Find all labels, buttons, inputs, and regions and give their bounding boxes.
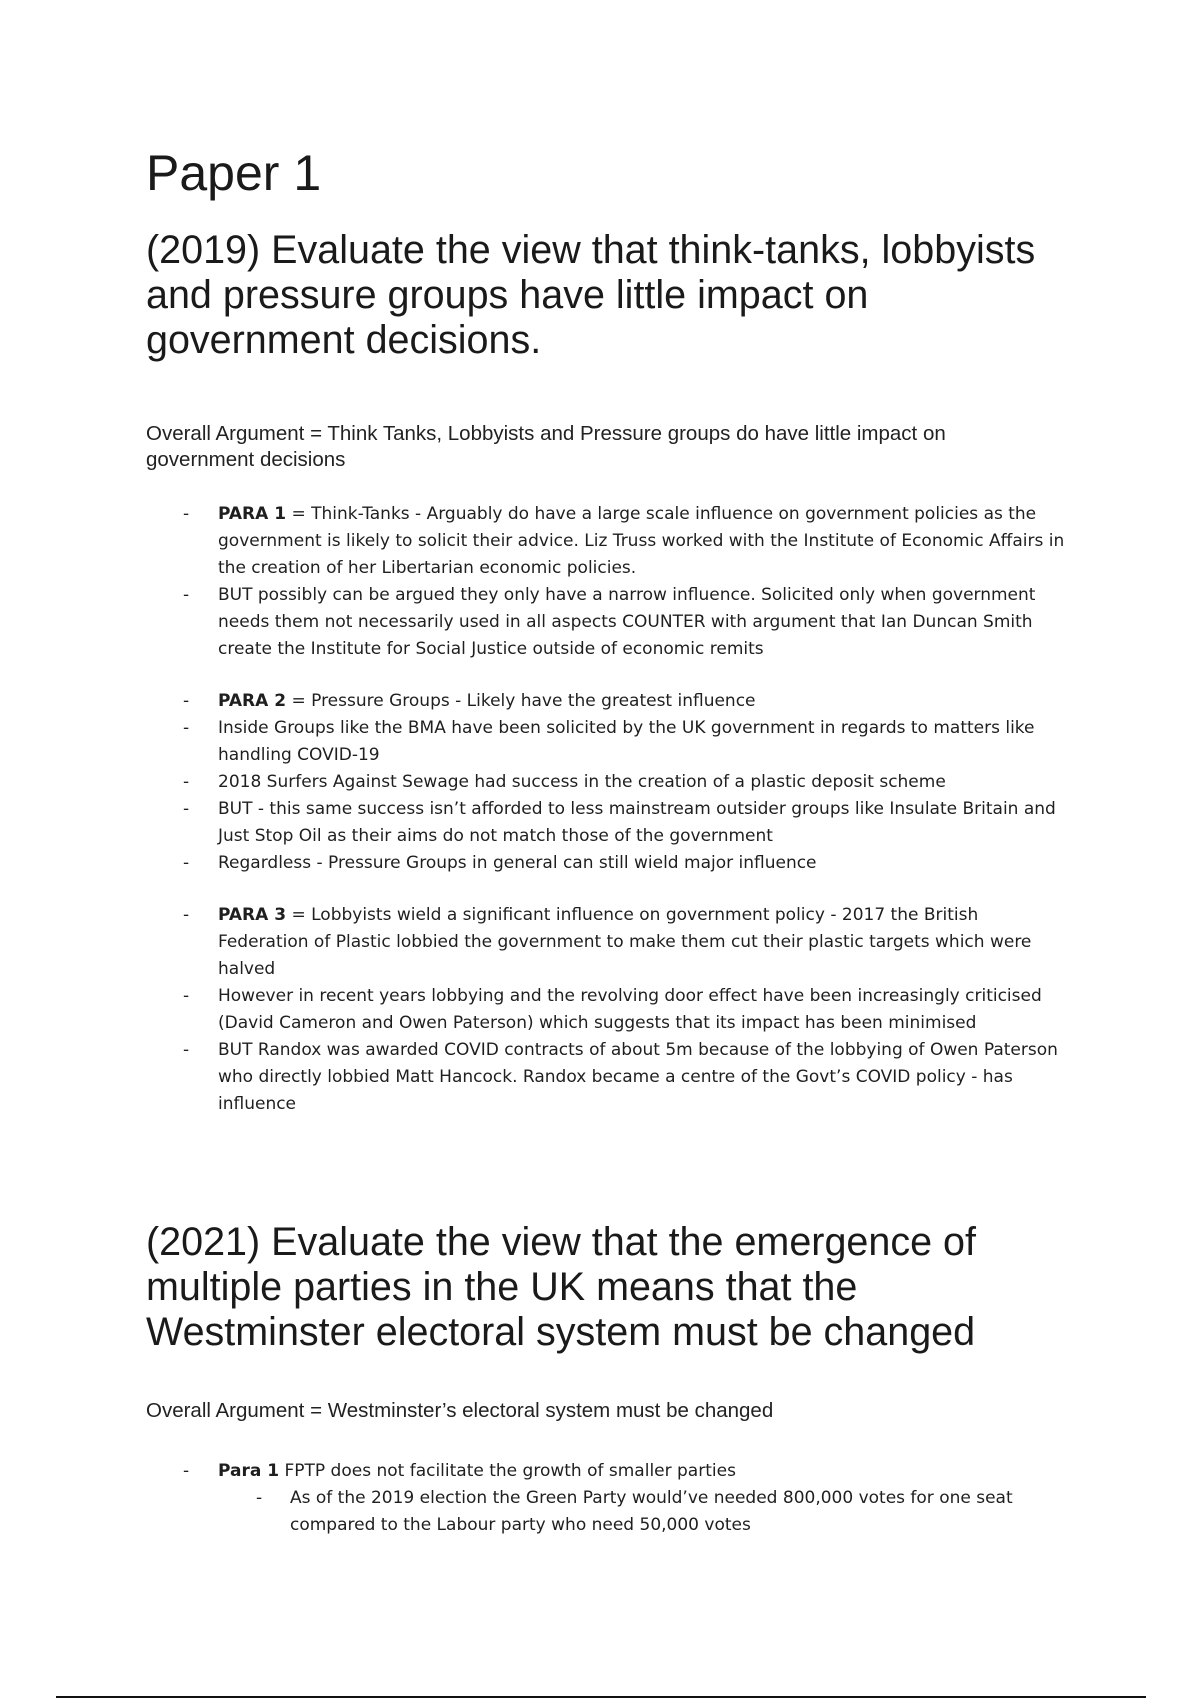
- bullet-list-2021: [146, 1458, 1076, 1539]
- dash-bullet: -: [183, 1461, 190, 1481]
- list-item: [146, 582, 1076, 663]
- list-item: [146, 769, 1076, 796]
- bullet-text: Regardless - Pressure Groups in general can still wield major influence: [218, 853, 817, 873]
- bullet-text: As of the 2019 election the Green Party would’ve needed 800,000 votes for one seat compared to the Labour party who need 50,000 votes: [290, 1488, 1013, 1535]
- bullet-text: FPTP does not facilitate the growth of smaller parties: [279, 1461, 736, 1481]
- essay-question-2021: (2021) Evaluate the view that the emergence of multiple parties in the UK means that the Westminster electoral system must be changed: [146, 1220, 977, 1354]
- list-item: [146, 715, 1076, 769]
- list-item: [146, 1037, 1076, 1118]
- dash-bullet: -: [183, 853, 190, 873]
- bullet-text: = Think-Tanks - Arguably do have a large scale influence on government policies as the government is likely to solicit their advice. Liz Truss worked with the Institute of Economic Affairs in the creation of her Libertarian economic policies.: [218, 504, 1065, 578]
- list-item: [146, 501, 1076, 582]
- dash-bullet: -: [183, 986, 190, 1006]
- list-item: [146, 850, 1076, 877]
- page-title: Paper 1: [146, 145, 322, 201]
- overall-argument-2021: Overall Argument = Westminster’s electoral system must be changed: [146, 1399, 774, 1422]
- list-item: [146, 1485, 1076, 1539]
- overall-argument-2019: Overall Argument = Think Tanks, Lobbyists and Pressure groups do have little impact on government decisions: [146, 422, 946, 471]
- list-item: [146, 1458, 1076, 1485]
- para-label: PARA 1: [218, 504, 287, 524]
- bullet-text: 2018 Surfers Against Sewage had success in the creation of a plastic deposit scheme: [218, 772, 946, 792]
- bullet-list-2019: [146, 501, 1076, 1118]
- footer-divider: [56, 1696, 1146, 1698]
- bullet-text: BUT Randox was awarded COVID contracts of about 5m because of the lobbying of Owen Paterson who directly lobbied Matt Hancock. Randox became a centre of the Govt’s COVID policy - has influence: [218, 1040, 1058, 1114]
- dash-bullet: -: [183, 504, 190, 524]
- dash-bullet: -: [183, 691, 190, 711]
- dash-bullet: -: [183, 1040, 190, 1060]
- dash-bullet: -: [256, 1488, 263, 1508]
- dash-bullet: -: [183, 772, 190, 792]
- para-label: PARA 2: [218, 691, 287, 711]
- bullet-text: = Pressure Groups - Likely have the greatest influence: [286, 691, 756, 711]
- list-item: [146, 983, 1076, 1037]
- list-item: [146, 902, 1076, 983]
- dash-bullet: -: [183, 799, 190, 819]
- list-item: [146, 688, 1076, 715]
- list-item: [146, 796, 1076, 850]
- bullet-text: = Lobbyists wield a significant influence on government policy - 2017 the British Federation of Plastic lobbied the government to make them cut their plastic targets which were halved: [218, 905, 1032, 979]
- essay-question-2019: (2019) Evaluate the view that think-tanks, lobbyists and pressure groups have little impact on government decisions.: [146, 228, 1036, 362]
- bullet-text: BUT possibly can be argued they only have a narrow influence. Solicited only when government needs them not necessarily used in all aspects COUNTER with argument that Ian Duncan Smith create the Institute for Social Justice outside of economic remits: [218, 585, 1036, 659]
- dash-bullet: -: [183, 905, 190, 925]
- bullet-text: Inside Groups like the BMA have been solicited by the UK government in regards to matters like handling COVID-19: [218, 718, 1035, 765]
- para-label: Para 1: [218, 1461, 280, 1481]
- para-label: PARA 3: [218, 905, 287, 925]
- dash-bullet: -: [183, 718, 190, 738]
- bullet-text: However in recent years lobbying and the revolving door effect have been increasingly criticised (David Cameron and Owen Paterson) which suggests that its impact has been minimised: [218, 986, 1042, 1033]
- bullet-text: BUT - this same success isn’t afforded to less mainstream outsider groups like Insulate Britain and Just Stop Oil as their aims do not match those of the government: [218, 799, 1056, 846]
- dash-bullet: -: [183, 585, 190, 605]
